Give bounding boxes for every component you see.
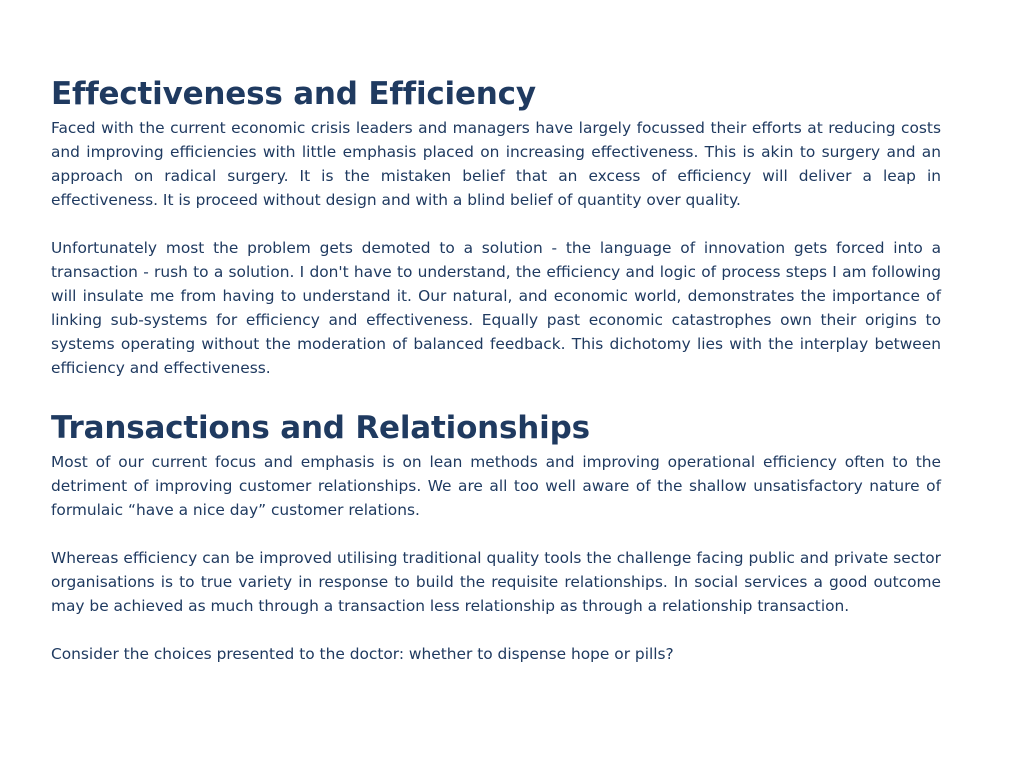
paragraph: Faced with the current economic crisis leaders and managers have largely focussed their efforts at reducing costs and improving efficiencies with little emphasis placed on increasing effectiveness. This is akin to surgery and an approach on radical surgery. It is the mistaken belief that an excess of efficiency will deliver a leap in effectiveness. It is proceed without design and with a blind belief of quantity over quality. bbox=[51, 119, 941, 209]
paragraph: Consider the choices presented to the doctor: whether to dispense hope or pills? bbox=[51, 645, 674, 663]
paragraph: Unfortunately most the problem gets demoted to a solution - the language of innovation gets forced into a transaction - rush to a solution. I don't have to understand, the efficiency and logic of process steps I am following will insulate me from having to understand it. Our natural, and economic world, demonstrates the importance of linking sub-systems for efficiency and effectiveness. Equally past economic catastrophes own their origins to systems operating without the moderation of balanced feedback. This dichotomy lies with the interplay between efficiency and effectiveness. bbox=[51, 239, 941, 377]
section-spacer bbox=[51, 380, 941, 406]
paragraph: Whereas efficiency can be improved utilising traditional quality tools the challenge facing public and private sector organisations is to true variety in response to build the requisite relationships. In social services a good outcome may be achieved as much through a transaction less relationship as through a relationship transaction. bbox=[51, 549, 941, 615]
paragraph-spacer bbox=[51, 212, 941, 236]
section-heading-transactions: Transactions and Relationships bbox=[51, 410, 590, 446]
section-heading-effectiveness: Effectiveness and Efficiency bbox=[51, 76, 536, 112]
paragraph-spacer bbox=[51, 522, 941, 546]
paragraph: Most of our current focus and emphasis is on lean methods and improving operational efficiency often to the detriment of improving customer relationships. We are all too well aware of the shallow unsatisfactory nature of formulaic “have a nice day” customer relations. bbox=[51, 453, 941, 519]
paragraph-spacer bbox=[51, 618, 941, 642]
